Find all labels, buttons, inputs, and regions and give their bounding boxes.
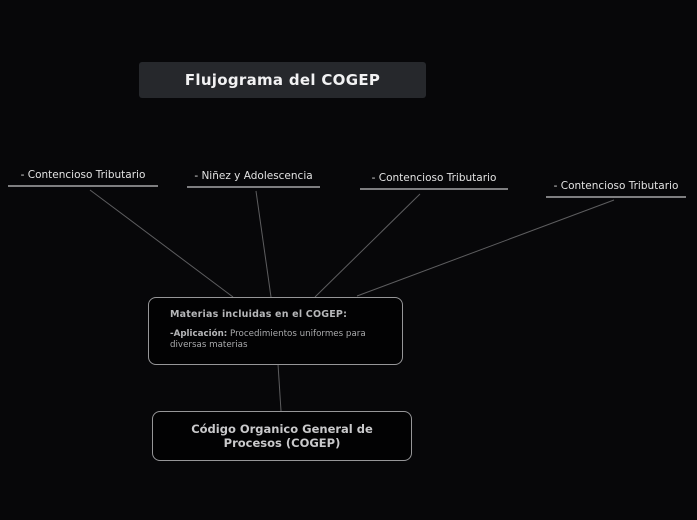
root-node-cogep[interactable]	[152, 411, 412, 461]
leaf-node-contencioso-tributario-1[interactable]	[8, 169, 158, 187]
leaf-node-label: - Contencioso Tributario	[553, 180, 679, 192]
root-node-label: Código Organico General de Procesos (COGEP)	[191, 421, 373, 450]
leaf-node-label: - Contencioso Tributario	[20, 169, 146, 181]
diagram-title-box	[139, 62, 426, 98]
central-node-heading: Materias incluidas en el COGEP:	[170, 309, 348, 320]
leaf-node-contencioso-tributario-2[interactable]	[360, 172, 508, 190]
leaf-node-ninez-y-adolescencia[interactable]	[187, 170, 320, 188]
central-node-materias[interactable]	[148, 297, 403, 365]
leaf-node-label: - Contencioso Tributario	[371, 172, 497, 184]
leaf-node-label: - Niñez y Adolescencia	[194, 170, 313, 182]
leaf-node-contencioso-tributario-3[interactable]	[546, 180, 686, 198]
central-node-body-text: Procedimientos uniformes para diversas materias	[170, 329, 366, 351]
connector-leaf-4	[357, 200, 614, 296]
diagram-title: Flujograma del COGEP	[184, 71, 381, 89]
connector-leaf-3	[315, 194, 420, 297]
connector-root	[278, 364, 281, 411]
central-node-body-bold: -Aplicación:	[170, 329, 228, 339]
central-node-body	[170, 329, 385, 352]
connector-leaf-1	[90, 190, 233, 297]
connector-leaf-2	[256, 191, 271, 297]
